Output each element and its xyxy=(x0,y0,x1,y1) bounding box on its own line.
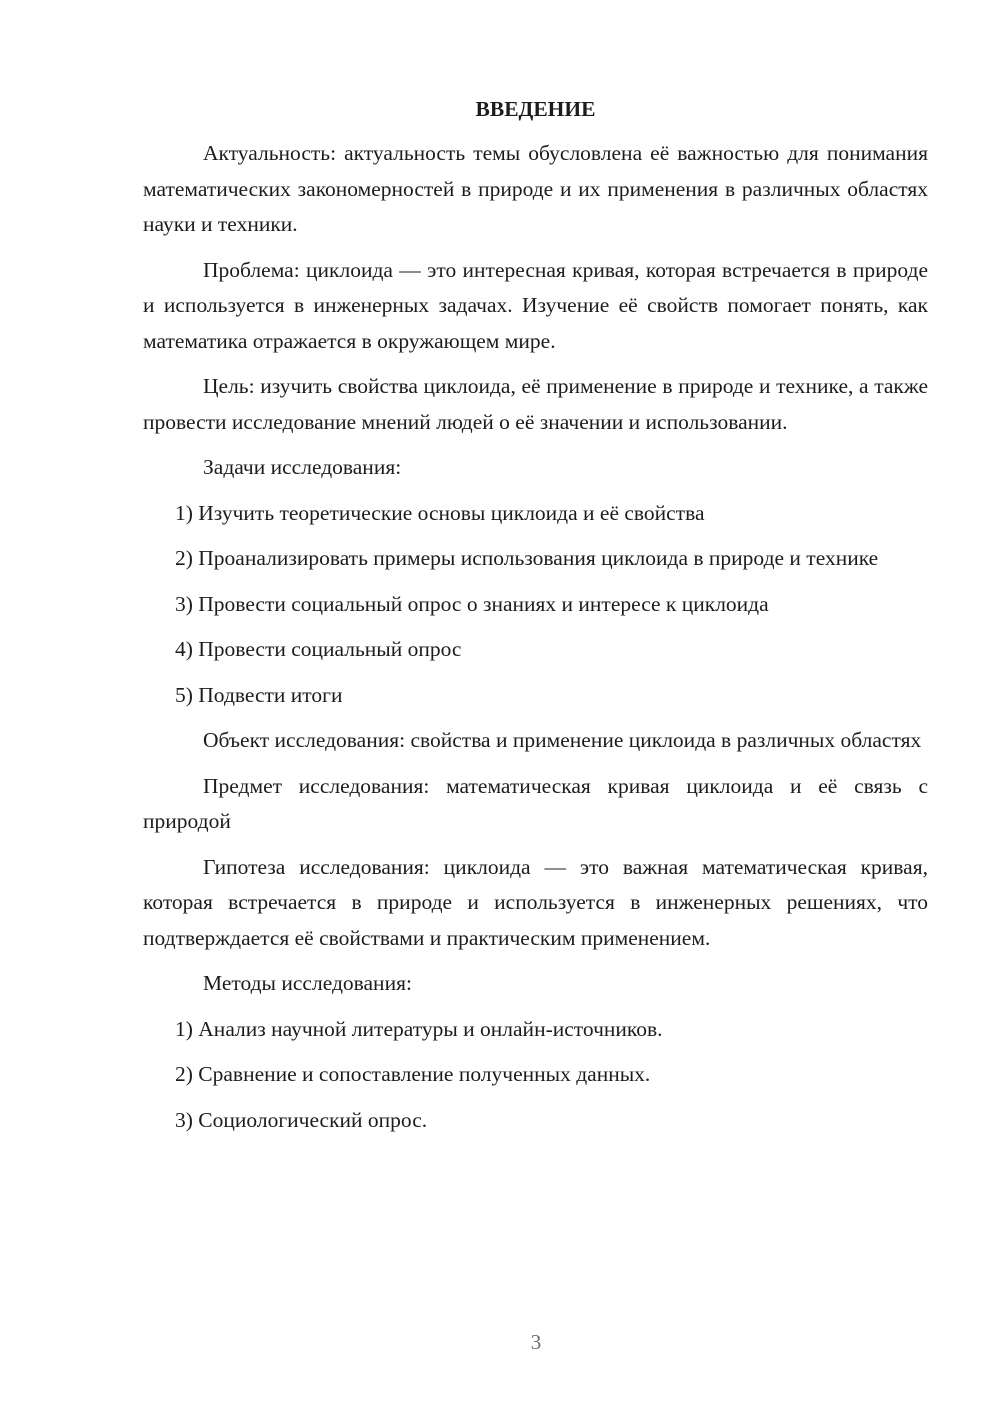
task-item-2: 2) Проанализировать примеры использования циклоида в природе и технике xyxy=(175,546,879,570)
task-item-4: 4) Провести социальный опрос xyxy=(175,637,462,661)
method-item-1: 1) Анализ научной литературы и онлайн-источников. xyxy=(175,1016,663,1041)
method-item-3: 3) Социологический опрос. xyxy=(175,1107,428,1132)
document-title: ВВЕДЕНИЕ xyxy=(475,97,596,121)
goal-paragraph: Цель: изучить свойства циклоида, её применение в природе и технике, а также провести исследование мнений людей о её значении и использовании. xyxy=(143,374,928,434)
task-item-1: 1) Изучить теоретические основы циклоида и её свойства xyxy=(175,500,705,525)
methods-heading: Методы исследования: xyxy=(203,971,412,995)
page-number: 3 xyxy=(530,1330,542,1354)
relevance-paragraph: Актуальность: актуальность темы обусловлена её важностью для понимания математических закономерностей в природе и их применения в различных областях науки и техники. xyxy=(143,141,928,236)
task-item-5: 5) Подвести итоги xyxy=(175,682,343,707)
task-item-3: 3) Провести социальный опрос о знаниях и интересе к циклоида xyxy=(175,591,769,616)
hypothesis-paragraph: Гипотеза исследования: циклоида — это важная математическая кривая, которая встречается в природе и используется в инженерных решениях, что подтверждается её свойствами и практическим применением. xyxy=(143,854,928,950)
object-paragraph: Объект исследования: свойства и применение циклоида в различных областях xyxy=(203,728,922,752)
tasks-heading: Задачи исследования: xyxy=(203,455,402,479)
document-page xyxy=(143,92,928,1148)
problem-paragraph: Проблема: циклоида — это интересная кривая, которая встречается в природе и используется в инженерных задачах. Изучение её свойств помогает понять, как математика отражается в окружающем мире. xyxy=(143,257,928,353)
subject-paragraph: Предмет исследования: математическая кривая циклоида и её связь с природой xyxy=(143,773,928,833)
method-item-2: 2) Сравнение и сопоставление полученных данных. xyxy=(175,1062,651,1086)
